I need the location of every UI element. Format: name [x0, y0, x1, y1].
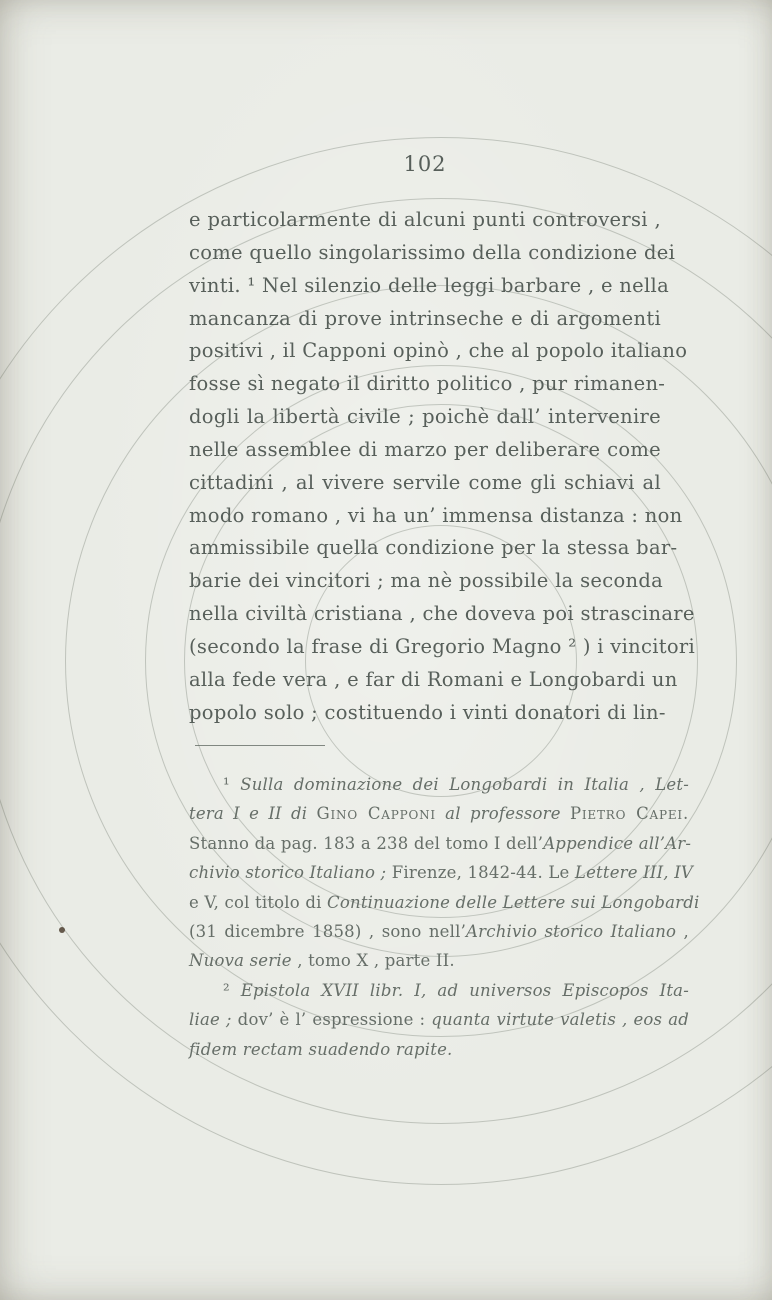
footnote-line [189, 858, 694, 887]
footnote-marker: ² [223, 980, 241, 1000]
body-line: barie dei vincitori ; ma nè possibile la seconda [189, 569, 664, 593]
page-number: 102 [403, 152, 447, 176]
footnote-text-run: dov’ è l’ espressione : [231, 1010, 432, 1030]
body-paragraph [189, 204, 696, 730]
footnote-line [189, 917, 689, 946]
body-line: (secondo la frase di Gregorio Magno ² ) i vincitori [189, 634, 696, 658]
footnote-text-run: Nuova serie [189, 951, 292, 971]
footnote-text-run: Appendice all’Ar- [543, 833, 692, 853]
footnote-text-run: al professore [435, 804, 570, 824]
footnote-line [189, 799, 689, 828]
footnote-text-run: (31 dicembre 1858) , sono nell’ [189, 921, 467, 941]
ink-spot [59, 927, 65, 933]
body-line: dogli la libertà civile ; poichè dall’ intervenire [189, 405, 661, 429]
footnote-line [189, 829, 692, 858]
footnote-text-run: , [676, 921, 690, 941]
footnote-text-run: quanta virtute valetis , eos ad [431, 1010, 689, 1030]
footnote-text-run: Pietro Capei. [569, 804, 690, 824]
footnote [189, 976, 689, 1064]
footnote-text-run: Stanno da pag. 183 a 238 del tomo I dell’ [189, 833, 544, 853]
body-line: nella civiltà cristiana , che doveva poi strascinare [189, 602, 695, 626]
footnote-separator [195, 745, 325, 746]
footnote-text-run: e V, col titolo di [189, 892, 328, 912]
body-line: popolo solo ; costituendo i vinti donatori di lin- [189, 700, 666, 724]
body-line: positivi , il Capponi opinò , che al popolo italiano [189, 339, 688, 363]
footnote-line [189, 946, 689, 975]
footnote-text-run: chivio storico Italiano ; [189, 863, 387, 883]
footnote-line [189, 888, 700, 917]
footnote-text-run: Gino Capponi [316, 804, 436, 824]
body-line: fosse sì negato il diritto politico , pur rimanen- [189, 372, 666, 396]
footnote-line [189, 1035, 689, 1064]
footnote-text-run: Sulla dominazione dei Longobardi in Italia , Let- [240, 775, 689, 794]
body-line: ammissibile quella condizione per la stessa bar- [189, 536, 678, 560]
footnotes [189, 770, 700, 1064]
footnote-text-run: liae ; [189, 1010, 232, 1030]
footnote-line [189, 976, 689, 1005]
footnote-line [189, 1005, 689, 1034]
body-line: modo romano , vi ha un’ immensa distanza : non [189, 503, 683, 527]
body-line: e particolarmente di alcuni punti controversi , [189, 208, 661, 231]
footnote [189, 770, 700, 976]
footnote-line [189, 770, 689, 799]
body-line: cittadini , al vivere servile come gli schiavi al [189, 470, 661, 494]
footnote-text-run: fidem rectam suadendo rapite. [189, 1039, 453, 1059]
body-line: mancanza di prove intrinseche e di argomenti [189, 306, 661, 330]
body-line: alla fede vera , e far di Romani e Longobardi un [189, 667, 678, 691]
footnote-text-run: Firenze, 1842-44. Le [386, 863, 575, 883]
footnote-text-run: Lettere III, IV [574, 863, 694, 883]
footnote-text-run: , tomo X , parte II. [291, 951, 455, 971]
footnote-text-run: Epistola XVII libr. I, ad universos Episcopos Ita- [240, 980, 689, 1000]
body-line: come quello singolarissimo della condizione dei [189, 240, 676, 264]
footnote-text-run: Archivio storico Italiano [466, 921, 677, 941]
footnote-text-run: Continuazione delle Lettere sui Longobardi [327, 892, 700, 912]
body-line: vinti. ¹ Nel silenzio delle leggi barbare , e nella [189, 273, 670, 297]
footnote-text-run: tera I e II di [189, 804, 317, 824]
body-line: nelle assemblee di marzo per deliberare come [189, 437, 661, 461]
footnote-marker: ¹ [223, 775, 241, 794]
